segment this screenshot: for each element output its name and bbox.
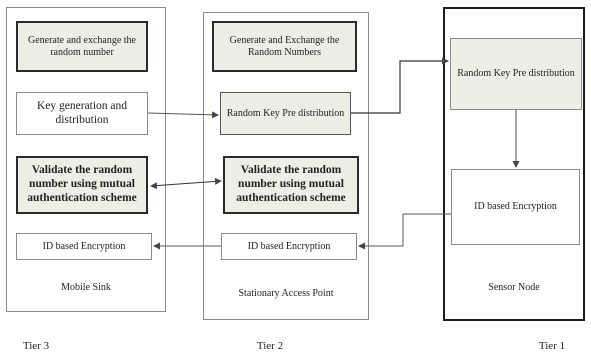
arrow-validate-bidirectional — [151, 181, 221, 186]
sensor-node-title: Sensor Node — [488, 282, 540, 293]
sap-generate-random-text: Generate and Exchange the Random Numbers — [229, 34, 340, 58]
ms-generate-random-text: Generate and exchange the random number — [28, 34, 136, 58]
sn-random-key-text: Random Key Pre distribution — [457, 68, 575, 79]
arrow-ms-key-to-sap-key — [148, 113, 218, 115]
ms-key-generation-text: Key generation and distribution — [36, 99, 128, 126]
ms-validate-text: Validate the random number using mutual authentication scheme — [27, 164, 137, 204]
tier-2-label: Tier 2 — [256, 340, 284, 352]
ms-id-encryption-text: ID based Encryption — [42, 240, 126, 252]
sap-random-key-text: Random Key Pre distribution — [226, 107, 345, 119]
sap-id-encryption-text: ID based Encryption — [247, 240, 331, 252]
arrow-sap-key-to-sn-key — [351, 61, 448, 113]
access-point-title: Stationary Access Point — [238, 288, 334, 299]
mobile-sink-title: Mobile Sink — [61, 282, 111, 293]
arrow-sn-id-to-sap-id — [359, 214, 451, 246]
sap-validate-text: Validate the random number using mutual authentication scheme — [236, 164, 346, 204]
sn-id-encryption-text: ID based Encryption — [474, 201, 557, 212]
tier-3-label: Tier 3 — [22, 340, 50, 352]
tier-1-label: Tier 1 — [538, 340, 566, 352]
